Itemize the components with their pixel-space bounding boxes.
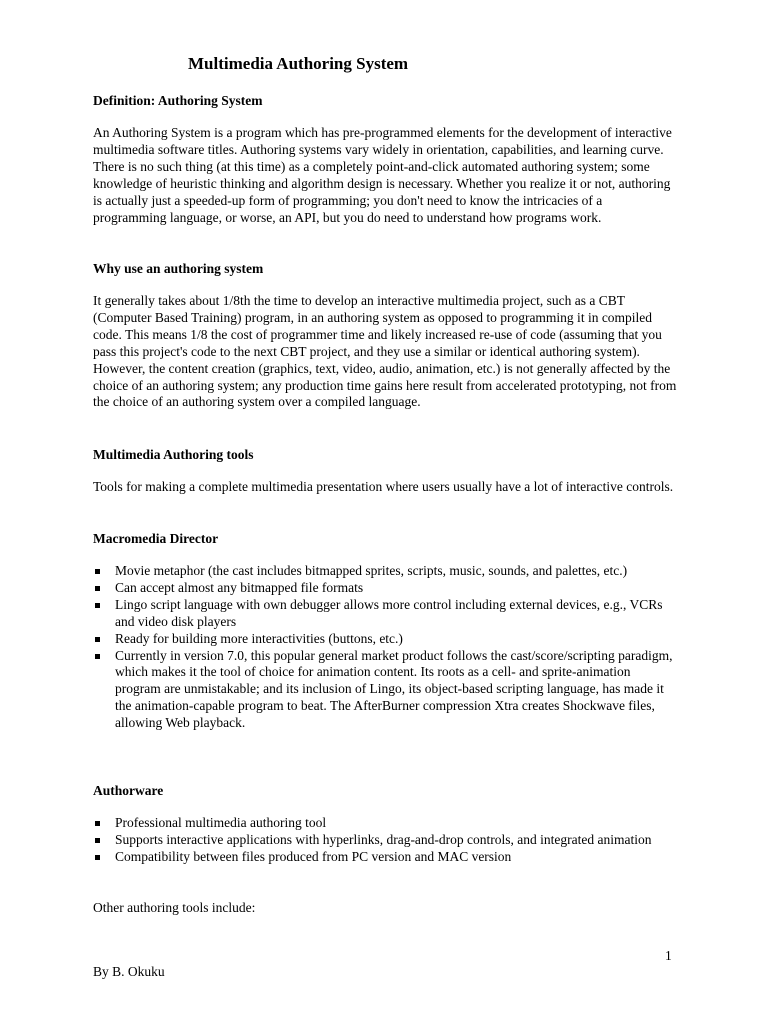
list-item — [93, 631, 678, 648]
bullet-square-icon — [95, 637, 100, 642]
list-item-text: Professional multimedia authoring tool — [115, 815, 327, 830]
director-heading: Macromedia Director — [93, 531, 219, 546]
bullet-square-icon — [95, 586, 100, 591]
page-number: 1 — [665, 948, 672, 963]
tools-paragraph: Tools for making a complete multimedia presentation where users usually have a lot of interactive controls. — [93, 479, 674, 494]
authorware-heading: Authorware — [93, 783, 164, 798]
list-item-text: Lingo script language with own debugger allows more control including external devices, e.g., VCRs and video disk players — [115, 596, 663, 629]
page-title: Multimedia Authoring System — [188, 54, 409, 73]
list-item — [93, 580, 678, 597]
definition-paragraph: An Authoring System is a program which has pre-programmed elements for the development of interactive multimedia software titles. Authoring systems vary widely in orientation, capabilities, and learning curve. There is no such thing (at this time) as a completely point-and-click automated authoring system; some knowledge of heuristic thinking and algorithm design is necessary. Whether you realize it or not, authoring is actually just a speeded-up form of programming; you don't need to know the intricacies of a programming language, or worse, an API, but you do need to understand how programs work. — [93, 125, 672, 225]
authorware-list — [93, 815, 678, 866]
list-item — [93, 563, 678, 580]
list-item-text: Compatibility between files produced from PC version and MAC version — [115, 848, 512, 864]
definition-heading: Definition: Authoring System — [93, 93, 263, 108]
bullet-square-icon — [95, 654, 100, 659]
bullet-square-icon — [95, 855, 100, 860]
list-item — [93, 832, 678, 849]
bullet-square-icon — [95, 569, 100, 574]
list-item-text: Ready for building more interactivities (buttons, etc.) — [115, 630, 403, 646]
director-list — [93, 563, 678, 732]
list-item-text: Can accept almost any bitmapped file formats — [115, 579, 364, 595]
list-item-text: Supports interactive applications with hyperlinks, drag-and-drop controls, and integrated animation — [115, 831, 652, 847]
list-item-text: Currently in version 7.0, this popular general market product follows the cast/score/scripting paradigm, which makes it the tool of choice for animation content. Its roots as a cell- and sprite-animation program are unmistakable; and its inclusion of Lingo, its object-based scripting language, has made it the animation-capable program to beat. The AfterBurner compression Xtra creates Shockwave files, allowing Web playback. — [115, 647, 673, 731]
list-item — [93, 597, 678, 631]
bullet-square-icon — [95, 603, 100, 608]
other-tools-paragraph: Other authoring tools include: — [93, 900, 256, 915]
tools-heading: Multimedia Authoring tools — [93, 447, 254, 462]
list-item — [93, 648, 678, 733]
why-paragraph: It generally takes about 1/8th the time to develop an interactive multimedia project, such as a CBT (Computer Based Training) program, in an authoring system as opposed to programming it in compiled code. This means 1/8 the cost of programmer time and likely increased re-use of code (assuming that you pass this project's code to the next CBT project, and they use a similar or identical authoring system). However, the content creation (graphics, text, video, audio, animation, etc.) is not generally affected by the choice of an authoring system; any production time gains here result from accelerated prototyping, not from the choice of an authoring system over a compiled language. — [93, 293, 677, 410]
list-item — [93, 849, 678, 866]
why-heading: Why use an authoring system — [93, 261, 264, 276]
footer-author: By B. Okuku — [93, 964, 165, 979]
bullet-square-icon — [95, 821, 100, 826]
bullet-square-icon — [95, 838, 100, 843]
list-item — [93, 815, 678, 832]
list-item-text: Movie metaphor (the cast includes bitmapped sprites, scripts, music, sounds, and palettes, etc.) — [115, 563, 628, 578]
